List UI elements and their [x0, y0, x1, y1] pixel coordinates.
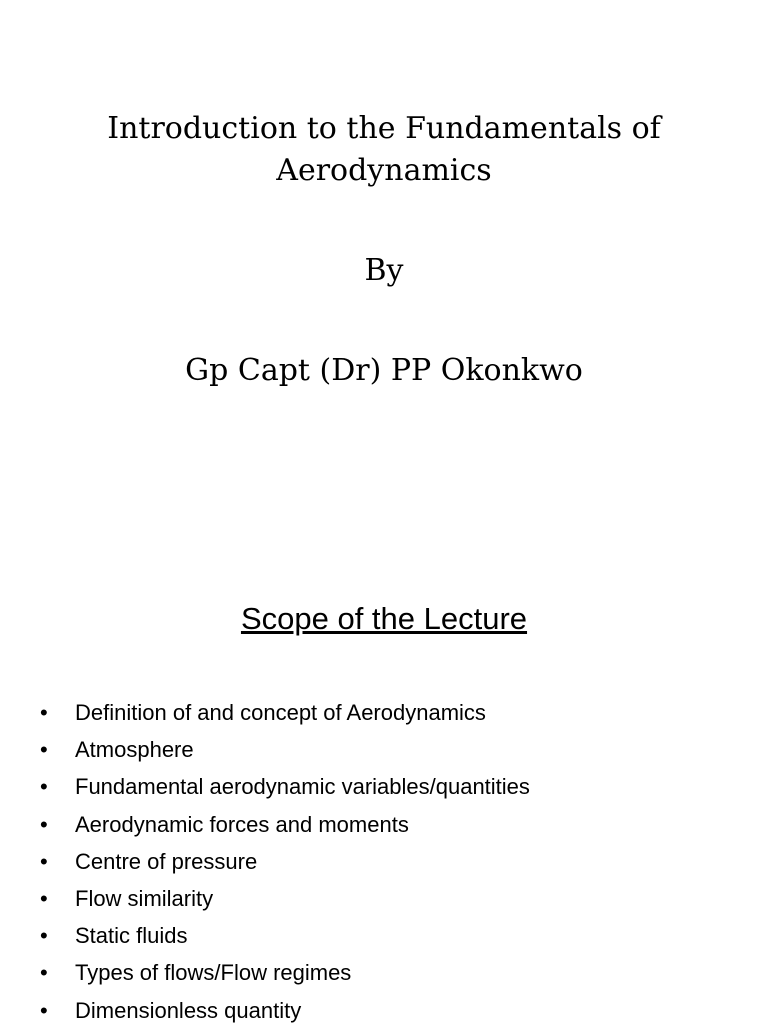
bullet-icon: • — [40, 923, 48, 949]
list-item — [40, 992, 530, 1029]
scope-list — [40, 694, 530, 1029]
list-item — [40, 880, 530, 917]
author-name: Gp Capt (Dr) PP Okonkwo — [185, 353, 583, 388]
list-item-text: Definition of and concept of Aerodynamics — [75, 700, 486, 725]
document-title-line-1: Introduction to the Fundamentals of — [107, 111, 661, 146]
list-item — [40, 843, 530, 880]
bullet-icon: • — [40, 997, 48, 1023]
list-item — [40, 917, 530, 954]
document-title-line-2: Aerodynamics — [276, 153, 492, 188]
bullet-icon: • — [40, 885, 48, 911]
list-item — [40, 768, 530, 805]
bullet-icon: • — [40, 960, 48, 986]
by-label: By — [364, 253, 404, 288]
bullet-icon: • — [40, 811, 48, 837]
list-item-text: Fundamental aerodynamic variables/quantities — [75, 774, 530, 800]
list-item-text: Types of flows/Flow regimes — [75, 960, 352, 986]
list-item-text: Flow similarity — [75, 885, 214, 911]
bullet-icon: • — [40, 700, 48, 725]
list-item — [40, 731, 530, 768]
bullet-icon: • — [40, 774, 48, 800]
bullet-icon: • — [40, 848, 48, 874]
bullet-icon: • — [40, 737, 48, 763]
list-item — [40, 694, 530, 731]
list-item-text: Atmosphere — [75, 737, 194, 763]
scope-heading: Scope of the Lecture — [240, 601, 528, 636]
list-item-text: Dimensionless quantity — [75, 997, 302, 1023]
list-item — [40, 806, 530, 843]
list-item-text: Static fluids — [75, 923, 188, 949]
list-item-text: Aerodynamic forces and moments — [75, 811, 409, 837]
list-item-text: Centre of pressure — [75, 848, 258, 874]
list-item — [40, 954, 530, 991]
